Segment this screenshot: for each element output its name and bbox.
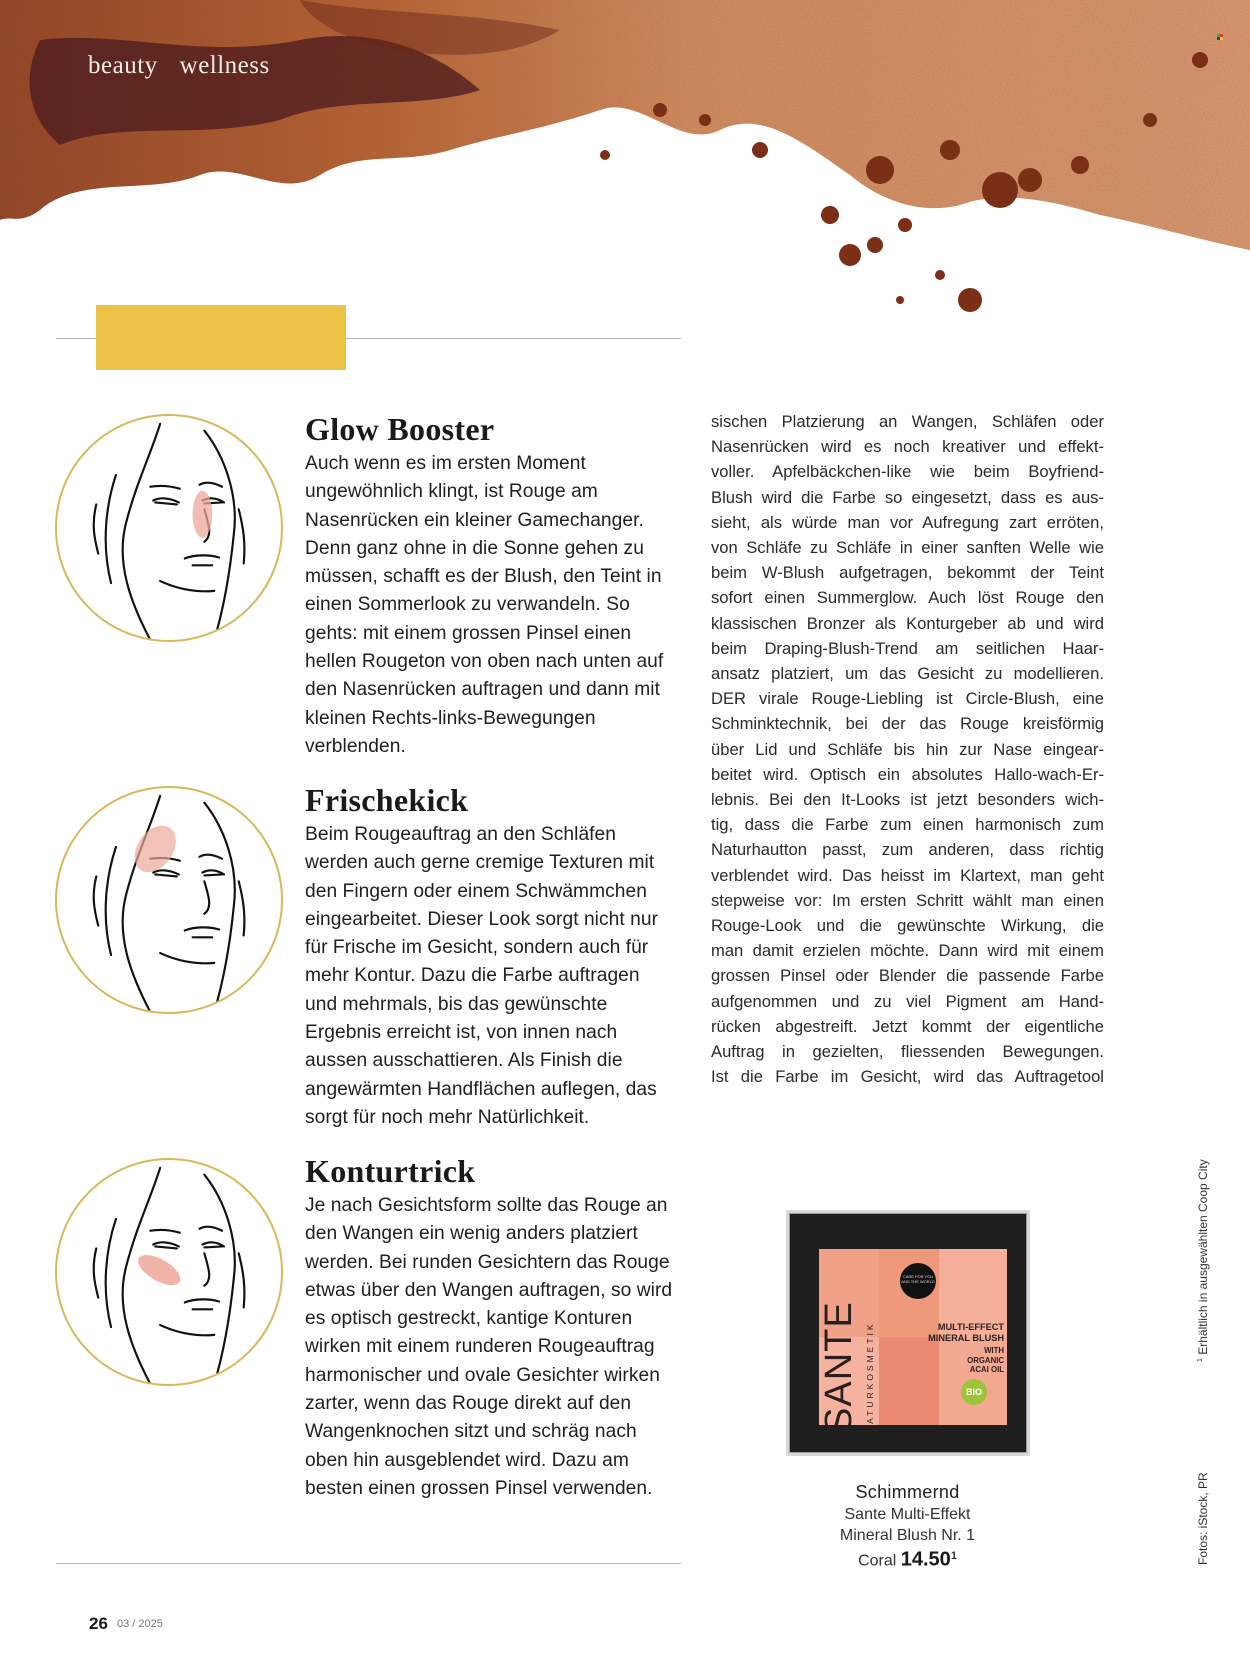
article-line: sofort einen Summerglow. Auch löst Rouge den — [711, 588, 1104, 608]
section-label — [88, 52, 270, 80]
article-line: tig, dass die Farbe zum einen harmonisch zum — [711, 815, 1104, 835]
article-line: Blush wird die Farbe so eingesetzt, dass es aus- — [711, 487, 1104, 507]
article-line: über Lid und Schläfe bis hin zur Nase eingear- — [711, 739, 1104, 759]
article-line: man damit erzielen möchte. Dann wird mit einem — [711, 941, 1104, 961]
article-line: ansatz platziert, um das Gesicht zu modellieren. — [711, 664, 1104, 684]
article-line: Nasenrücken wird es noch kreativer und effekt- — [711, 437, 1104, 457]
product-name-on-pack — [904, 1322, 1004, 1344]
article-line: DER virale Rouge-Liebling ist Circle-Blush, eine — [711, 689, 1104, 709]
pack-line: ACAI OIL — [969, 1365, 1004, 1374]
product-caption — [800, 1480, 1015, 1571]
product-price: 14.50 — [900, 1548, 951, 1571]
face-sketch-icon — [57, 416, 281, 640]
face-sketch-icon — [57, 1160, 281, 1384]
header-powder-image — [0, 0, 1250, 330]
page-number: 26 — [89, 1614, 108, 1633]
product-caption-title: Schimmernd — [855, 1482, 960, 1502]
article-line: aufgenommen und zu viel Pigment am Hand- — [711, 991, 1104, 1011]
article-line: lebnis. Bei den It-Looks ist jetzt besonders wich- — [711, 790, 1104, 810]
illustration-konturtrick — [55, 1158, 283, 1386]
article-right-column — [711, 409, 1104, 1089]
footnote-mark: 1 — [1197, 1358, 1204, 1362]
bottom-divider — [56, 1563, 681, 1564]
brand-logo — [817, 1283, 875, 1433]
article-line: sieht, als würde man vor Aufregung zart erröten, — [711, 512, 1104, 532]
article-line: rücken abgestreift. Jetzt kommt der eigentliche — [711, 1016, 1104, 1036]
tip-body: Je nach Gesichtsform sollte das Rouge an den Wangen ein wenig anders platziert werden. Bei runden Gesichtern das Rouge etwas über den Wangen auftragen, so wird es optisch gestreckt, kantige Konturen wirken mit einem runderen Rougeauftrag harmonischer und ovale Gesichter wirken zarter, wenn das Rouge direkt auf den Wangenknochen sitzt und schräg nach oben hin ausgeblendet wird. Dazu am besten einen grossen Pinsel verwenden. — [305, 1195, 673, 1499]
color-registration-mark — [1217, 34, 1223, 40]
powder-texture — [0, 0, 1250, 330]
article-line: beim Draping-Blush-Trend am seitlichen Haar- — [711, 638, 1104, 658]
article-line: stepweise vor: Im ersten Schritt wählt man einen — [711, 890, 1104, 910]
pack-line: MULTI-EFFECT — [937, 1322, 1004, 1332]
tip-konturtrick — [305, 1153, 675, 1503]
tip-title: Glow Booster — [305, 411, 495, 447]
tip-title: Frischekick — [305, 782, 469, 818]
availability-note — [1196, 1159, 1210, 1362]
article-line: von Schläfe zu Schläfe in einer sanften Welle wie — [711, 538, 1104, 558]
article-line: Auftrag in gezielten, fliessenden Bewegungen. — [711, 1042, 1104, 1062]
tip-title: Konturtrick — [305, 1153, 476, 1189]
article-line: Rouge-Look und die gewünschte Wirkung, die — [711, 916, 1104, 936]
blush-compact — [786, 1210, 1030, 1456]
tip-body: Beim Rougeauftrag an den Schläfen werden auch gerne cremige Texturen mit den Fingern oder einem Schwämmchen eingearbeitet. Dieser Look sorgt nicht nur für Frische im Gesicht, sondern auch für mehr Kontur. Dazu die Farbe auftragen und mehrmals, bis das gewünschte Ergebnis erreicht ist, von innen nach aussen ausschattieren. Als Finish die angewärmten Handflächen auflegen, das sorgt für noch mehr Natürlichkeit. — [305, 824, 659, 1128]
product-caption-price-line — [800, 1546, 1015, 1571]
product-shade: Coral — [858, 1552, 897, 1570]
section-label-beauty: beauty — [88, 52, 158, 79]
issue-date: 03 / 2025 — [117, 1618, 163, 1630]
article-line: Ist die Farbe im Gesicht, wird das Auftragetool — [711, 1067, 1104, 1087]
tip-frischekick — [305, 782, 675, 1132]
photo-credit: Fotos: iStock, PR — [1196, 1472, 1210, 1565]
product-claim-on-pack — [904, 1346, 1004, 1375]
article-line: Schminktechnik, bei der das Rouge kreisförmig — [711, 714, 1104, 734]
seal-icon: CARE FOR YOU AND THE WORLD — [900, 1263, 936, 1299]
pack-line: ORGANIC — [967, 1355, 1004, 1365]
article-line: sischen Platzierung an Wangen, Schläfen oder — [711, 412, 1104, 431]
section-label-wellness: wellness — [179, 52, 270, 79]
brand-name: SANTE — [818, 1301, 860, 1433]
pack-line: WITH — [984, 1346, 1004, 1355]
article-line: beim W-Blush aufgetragen, bekommt der Teint — [711, 563, 1104, 583]
article-line: grossen Pinsel oder Blender die passende Farbe — [711, 966, 1104, 986]
illustration-frischekick — [55, 786, 283, 1014]
article-line: beitet wird. Optisch ein absolutes Hallo-wach-Er- — [711, 764, 1104, 784]
title-accent-block — [96, 305, 346, 370]
tip-glow-booster — [305, 411, 675, 761]
product-caption-line: Mineral Blush Nr. 1 — [839, 1527, 976, 1544]
article-line: verblendet wird. Das heisst im Klartext, man geht — [711, 865, 1104, 885]
face-sketch-icon — [57, 788, 281, 1012]
article-line: voller. Apfelbäckchen-like wie beim Boyfriend- — [711, 462, 1104, 482]
illustration-glow-booster — [55, 414, 283, 642]
pack-line: MINERAL BLUSH — [928, 1333, 1004, 1343]
bio-badge-icon: BIO — [961, 1379, 987, 1405]
brand-subtitle: NATURKOSMETIK — [865, 1321, 875, 1433]
product-image — [786, 1210, 1030, 1456]
availability-text: Erhältlich in ausgewählten Coop City — [1196, 1159, 1210, 1355]
footnote-mark: 1 — [950, 1550, 957, 1562]
tip-body: Auch wenn es im ersten Moment ungewöhnlich klingt, ist Rouge am Nasenrücken ein kleiner Gamechanger. Denn ganz ohne in die Sonne gehen zu müssen, schafft es der Blush, den Teint in einen Sommerlook zu verwandeln. So gehts: mit einem grossen Pinsel einen hellen Rougeton von oben nach unten auf den Nasenrücken auftragen und dann mit kleinen Rechts-links-Bewegungen verblenden. — [305, 453, 664, 757]
article-line: Naturhautton passt, zum anderen, dass richtig — [711, 840, 1104, 860]
product-caption-line: Sante Multi-Effekt — [844, 1506, 971, 1523]
article-line: klassischen Bronzer als Konturgeber ab und wird — [711, 613, 1104, 633]
